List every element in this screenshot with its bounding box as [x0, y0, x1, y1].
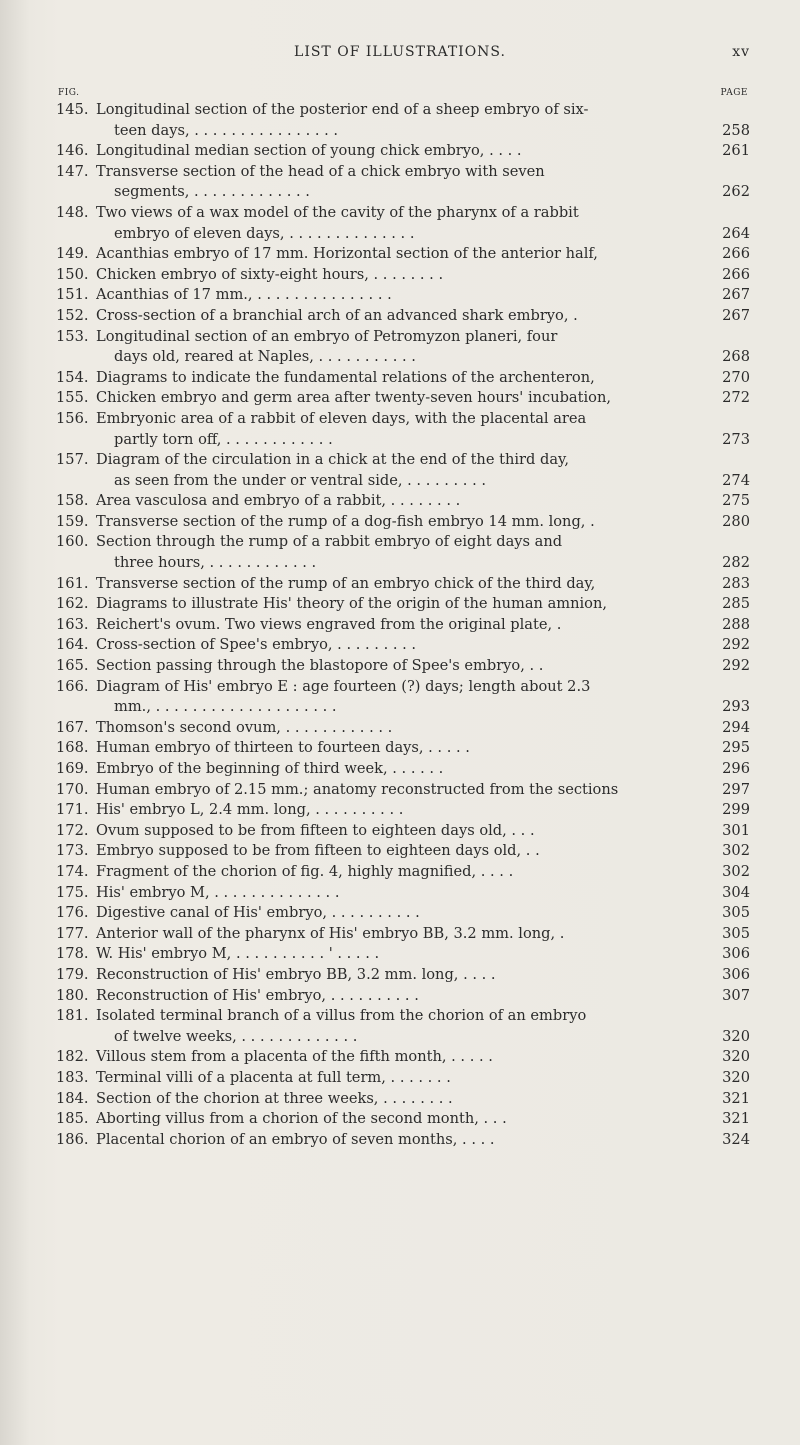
figure-number: 184. — [56, 1089, 89, 1107]
figure-number: 165. — [56, 657, 89, 675]
figure-number: 186. — [56, 1130, 89, 1148]
page-reference: 266 — [722, 245, 750, 263]
page-reference: 288 — [722, 615, 750, 633]
figure-number: 156. — [56, 409, 89, 427]
list-item — [0, 965, 800, 986]
figure-number: 169. — [56, 760, 89, 777]
figure-caption-line: Embryo of the beginning of third week, . . . . . . — [96, 760, 444, 777]
figure-number: 154. — [56, 368, 89, 386]
figure-number: 175. — [56, 883, 89, 901]
list-item — [0, 162, 800, 203]
list-item — [0, 491, 800, 512]
figure-number: 164. — [56, 636, 89, 654]
figure-caption-line: Placental chorion of an embryo of seven months, . . . . — [96, 1130, 495, 1148]
figure-caption-line: Area vasculosa and embryo of a rabbit, . . . . . . . . — [96, 492, 461, 510]
figure-caption-line: His' embryo M, . . . . . . . . . . . . . . — [96, 883, 340, 901]
list-item — [0, 821, 800, 842]
page-reference: 304 — [722, 883, 750, 901]
figure-caption-line: Thomson's second ovum, . . . . . . . . . . . . — [96, 718, 393, 736]
list-item — [0, 327, 800, 368]
figure-caption-line: partly torn off, . . . . . . . . . . . . — [114, 430, 333, 448]
list-item — [0, 141, 800, 162]
page-reference: 306 — [722, 965, 750, 983]
figure-caption-line: Cross-section of Spee's embryo, . . . . . . . . . — [96, 636, 417, 654]
page-reference: 280 — [722, 512, 750, 530]
figure-caption-line: Villous stem from a placenta of the fifth month, . . . . . — [96, 1048, 493, 1066]
figure-number: 145. — [56, 101, 89, 118]
list-item — [0, 780, 800, 801]
figure-caption-line: Reconstruction of His' embryo BB, 3.2 mm. long, . . . . — [96, 965, 496, 983]
page-reference: 321 — [722, 1089, 750, 1107]
list-item — [0, 594, 800, 615]
figure-caption-line: Embryonic area of a rabbit of eleven days, with the placental area — [96, 409, 587, 427]
figure-caption-line: Section of the chorion at three weeks, . . . . . . . . — [96, 1089, 453, 1107]
figure-number: 176. — [56, 904, 89, 922]
figure-caption-line: Anterior wall of the pharynx of His' embryo BB, 3.2 mm. long, . — [96, 924, 565, 942]
figure-caption-line: Longitudinal section of an embryo of Petromyzon planeri, four — [96, 327, 558, 345]
page-reference: 273 — [722, 430, 750, 448]
list-item — [0, 883, 800, 904]
figure-caption-line: days old, reared at Naples, . . . . . . . . . . . — [114, 348, 416, 366]
figure-caption-line: Acanthias embryo of 17 mm. Horizontal section of the anterior half, — [96, 245, 598, 263]
figure-number: 148. — [56, 203, 89, 221]
page-reference: 283 — [722, 574, 750, 592]
figure-caption-line: Diagrams to illustrate His' theory of the origin of the human amnion, — [96, 595, 608, 613]
list-item — [0, 244, 800, 265]
page-reference: 292 — [722, 657, 750, 675]
figure-caption-line: Fragment of the chorion of fig. 4, highly magnified, . . . . — [96, 862, 514, 880]
list-item — [0, 1109, 800, 1130]
running-head — [0, 44, 800, 64]
figure-number: 158. — [56, 492, 89, 510]
list-item — [0, 944, 800, 965]
figure-number: 180. — [56, 986, 89, 1004]
figure-caption-line: Diagram of the circulation in a chick at the end of the third day, — [96, 451, 569, 469]
list-item — [0, 718, 800, 739]
list-item — [0, 615, 800, 636]
list-item — [0, 924, 800, 945]
list-item — [0, 368, 800, 389]
list-item — [0, 862, 800, 883]
page-reference: 302 — [722, 862, 750, 880]
page-reference: 320 — [722, 1027, 750, 1045]
figure-caption-line: Transverse section of the head of a chick embryo with seven — [96, 162, 545, 180]
page-reference: 296 — [722, 760, 750, 777]
page-reference: 307 — [722, 986, 750, 1004]
list-item — [0, 100, 800, 141]
page-reference: 293 — [722, 698, 750, 716]
list-item — [0, 285, 800, 306]
page-reference: 264 — [722, 224, 750, 242]
list-item — [0, 409, 800, 450]
figure-caption-line: Longitudinal section of the posterior end of a sheep embryo of six- — [96, 101, 589, 118]
page-reference: 262 — [722, 183, 750, 201]
page-reference: 299 — [722, 801, 750, 819]
figure-caption-line: Human embryo of 2.15 mm.; anatomy reconstructed from the sections — [96, 780, 619, 798]
figure-caption-line: Diagrams to indicate the fundamental relations of the archenteron, — [96, 368, 595, 386]
figure-number: 172. — [56, 821, 89, 839]
figure-number: 155. — [56, 389, 89, 407]
list-item — [0, 1130, 800, 1151]
figure-number: 150. — [56, 265, 89, 283]
page-reference: 282 — [722, 554, 750, 572]
figure-number: 151. — [56, 286, 89, 304]
page-reference: 268 — [722, 348, 750, 366]
page-number: xv — [732, 44, 750, 60]
figure-caption-line: Transverse section of the rump of an embryo chick of the third day, — [96, 574, 596, 592]
list-item — [0, 759, 800, 780]
page-reference: 306 — [722, 945, 750, 963]
figure-number: 147. — [56, 162, 89, 180]
page-reference: 261 — [722, 142, 750, 160]
page-reference: 321 — [722, 1110, 750, 1128]
list-item — [0, 986, 800, 1007]
figure-number: 159. — [56, 512, 89, 530]
page-reference: 294 — [722, 718, 750, 736]
figure-number: 171. — [56, 801, 89, 819]
figure-caption-line: mm., . . . . . . . . . . . . . . . . . . . . — [114, 698, 337, 716]
list-item — [0, 903, 800, 924]
column-headers — [0, 88, 800, 100]
figure-number: 160. — [56, 533, 89, 551]
page-reference: 305 — [722, 904, 750, 922]
figure-number: 179. — [56, 965, 89, 983]
figure-caption-line: Two views of a wax model of the cavity of the pharynx of a rabbit — [96, 203, 579, 221]
figure-number: 146. — [56, 142, 89, 160]
figure-number: 149. — [56, 245, 89, 263]
figure-number: 161. — [56, 574, 89, 592]
figure-caption-line: of twelve weeks, . . . . . . . . . . . . . — [114, 1027, 358, 1045]
list-item — [0, 656, 800, 677]
figure-caption-line: Isolated terminal branch of a villus from the chorion of an embryo — [96, 1007, 587, 1025]
figure-caption-line: His' embryo L, 2.4 mm. long, . . . . . . . . . . — [96, 801, 404, 819]
page-reference: 285 — [722, 595, 750, 613]
figure-caption-line: Embryo supposed to be from fifteen to eighteen days old, . . — [96, 842, 540, 860]
page-reference: 292 — [722, 636, 750, 654]
list-item — [0, 738, 800, 759]
figure-caption-line: Digestive canal of His' embryo, . . . . . . . . . . — [96, 904, 420, 922]
figure-caption-line: Aborting villus from a chorion of the second month, . . . — [96, 1110, 507, 1128]
page-title: LIST OF ILLUSTRATIONS. — [294, 44, 506, 60]
list-item — [0, 203, 800, 244]
figure-caption-line: Terminal villi of a placenta at full term, . . . . . . . — [96, 1068, 451, 1086]
page-reference: 267 — [722, 306, 750, 324]
figure-number: 181. — [56, 1007, 89, 1025]
figure-caption-line: Chicken embryo of sixty-eight hours, . . . . . . . . — [96, 265, 444, 283]
list-item — [0, 800, 800, 821]
page-reference: 297 — [722, 780, 750, 798]
list-item — [0, 512, 800, 533]
page-reference: 267 — [722, 286, 750, 304]
list-item — [0, 1089, 800, 1110]
figure-caption-line: Diagram of His' embryo E : age fourteen (?) days; length about 2.3 — [96, 677, 591, 695]
figure-number: 174. — [56, 862, 89, 880]
figure-caption-line: Section passing through the blastopore of Spee's embryo, . . — [96, 657, 544, 675]
figure-number: 183. — [56, 1068, 89, 1086]
list-item — [0, 841, 800, 862]
figure-number: 178. — [56, 945, 89, 963]
figure-number: 170. — [56, 780, 89, 798]
figure-number: 163. — [56, 615, 89, 633]
figure-caption-line: Chicken embryo and germ area after twenty-seven hours' incubation, — [96, 389, 611, 407]
illustration-list — [0, 100, 800, 1150]
figure-caption-line: teen days, . . . . . . . . . . . . . . . . — [114, 121, 339, 139]
page-reference: 274 — [722, 471, 750, 489]
list-item — [0, 677, 800, 718]
figure-caption-line: embryo of eleven days, . . . . . . . . . . . . . . — [114, 224, 415, 242]
fig-column-label: FIG. — [58, 88, 80, 98]
page-reference: 301 — [722, 821, 750, 839]
list-item — [0, 532, 800, 573]
page-reference: 266 — [722, 265, 750, 283]
list-item — [0, 1068, 800, 1089]
figure-caption-line: Reconstruction of His' embryo, . . . . . . . . . . — [96, 986, 419, 1004]
figure-number: 177. — [56, 924, 89, 942]
list-item — [0, 1047, 800, 1068]
figure-caption-line: as seen from the under or ventral side, . . . . . . . . . — [114, 471, 487, 489]
list-item — [0, 450, 800, 491]
figure-caption-line: Cross-section of a branchial arch of an advanced shark embryo, . — [96, 306, 578, 324]
figure-caption-line: three hours, . . . . . . . . . . . . — [114, 554, 317, 572]
figure-caption-line: segments, . . . . . . . . . . . . . — [114, 183, 310, 201]
figure-caption-line: W. His' embryo M, . . . . . . . . . . ' . . . . . — [96, 945, 380, 963]
page-reference: 270 — [722, 368, 750, 386]
figure-number: 185. — [56, 1110, 89, 1128]
figure-number: 157. — [56, 451, 89, 469]
page-reference: 272 — [722, 389, 750, 407]
list-item — [0, 1006, 800, 1047]
page-reference: 295 — [722, 739, 750, 757]
list-item — [0, 265, 800, 286]
figure-number: 153. — [56, 327, 89, 345]
figure-caption-line: Longitudinal median section of young chick embryo, . . . . — [96, 142, 522, 160]
list-item — [0, 635, 800, 656]
figure-caption-line: Transverse section of the rump of a dog-fish embryo 14 mm. long, . — [96, 512, 595, 530]
figure-caption-line: Human embryo of thirteen to fourteen days, . . . . . — [96, 739, 470, 757]
figure-number: 182. — [56, 1048, 89, 1066]
figure-number: 173. — [56, 842, 89, 860]
page-reference: 275 — [722, 492, 750, 510]
figure-number: 167. — [56, 718, 89, 736]
list-item — [0, 306, 800, 327]
figure-number: 152. — [56, 306, 89, 324]
page-reference: 302 — [722, 842, 750, 860]
figure-caption-line: Acanthias of 17 mm., . . . . . . . . . . . . . . . — [96, 286, 392, 304]
figure-caption-line: Reichert's ovum. Two views engraved from the original plate, . — [96, 615, 562, 633]
page-reference: 324 — [722, 1130, 750, 1148]
page-reference: 320 — [722, 1068, 750, 1086]
figure-caption-line: Ovum supposed to be from fifteen to eighteen days old, . . . — [96, 821, 535, 839]
figure-number: 168. — [56, 739, 89, 757]
figure-caption-line: Section through the rump of a rabbit embryo of eight days and — [96, 533, 563, 551]
page-reference: 320 — [722, 1048, 750, 1066]
page-column-label: PAGE — [720, 88, 748, 98]
page-reference: 305 — [722, 924, 750, 942]
list-item — [0, 574, 800, 595]
page-reference: 258 — [722, 121, 750, 139]
figure-number: 162. — [56, 595, 89, 613]
figure-number: 166. — [56, 677, 89, 695]
list-item — [0, 388, 800, 409]
